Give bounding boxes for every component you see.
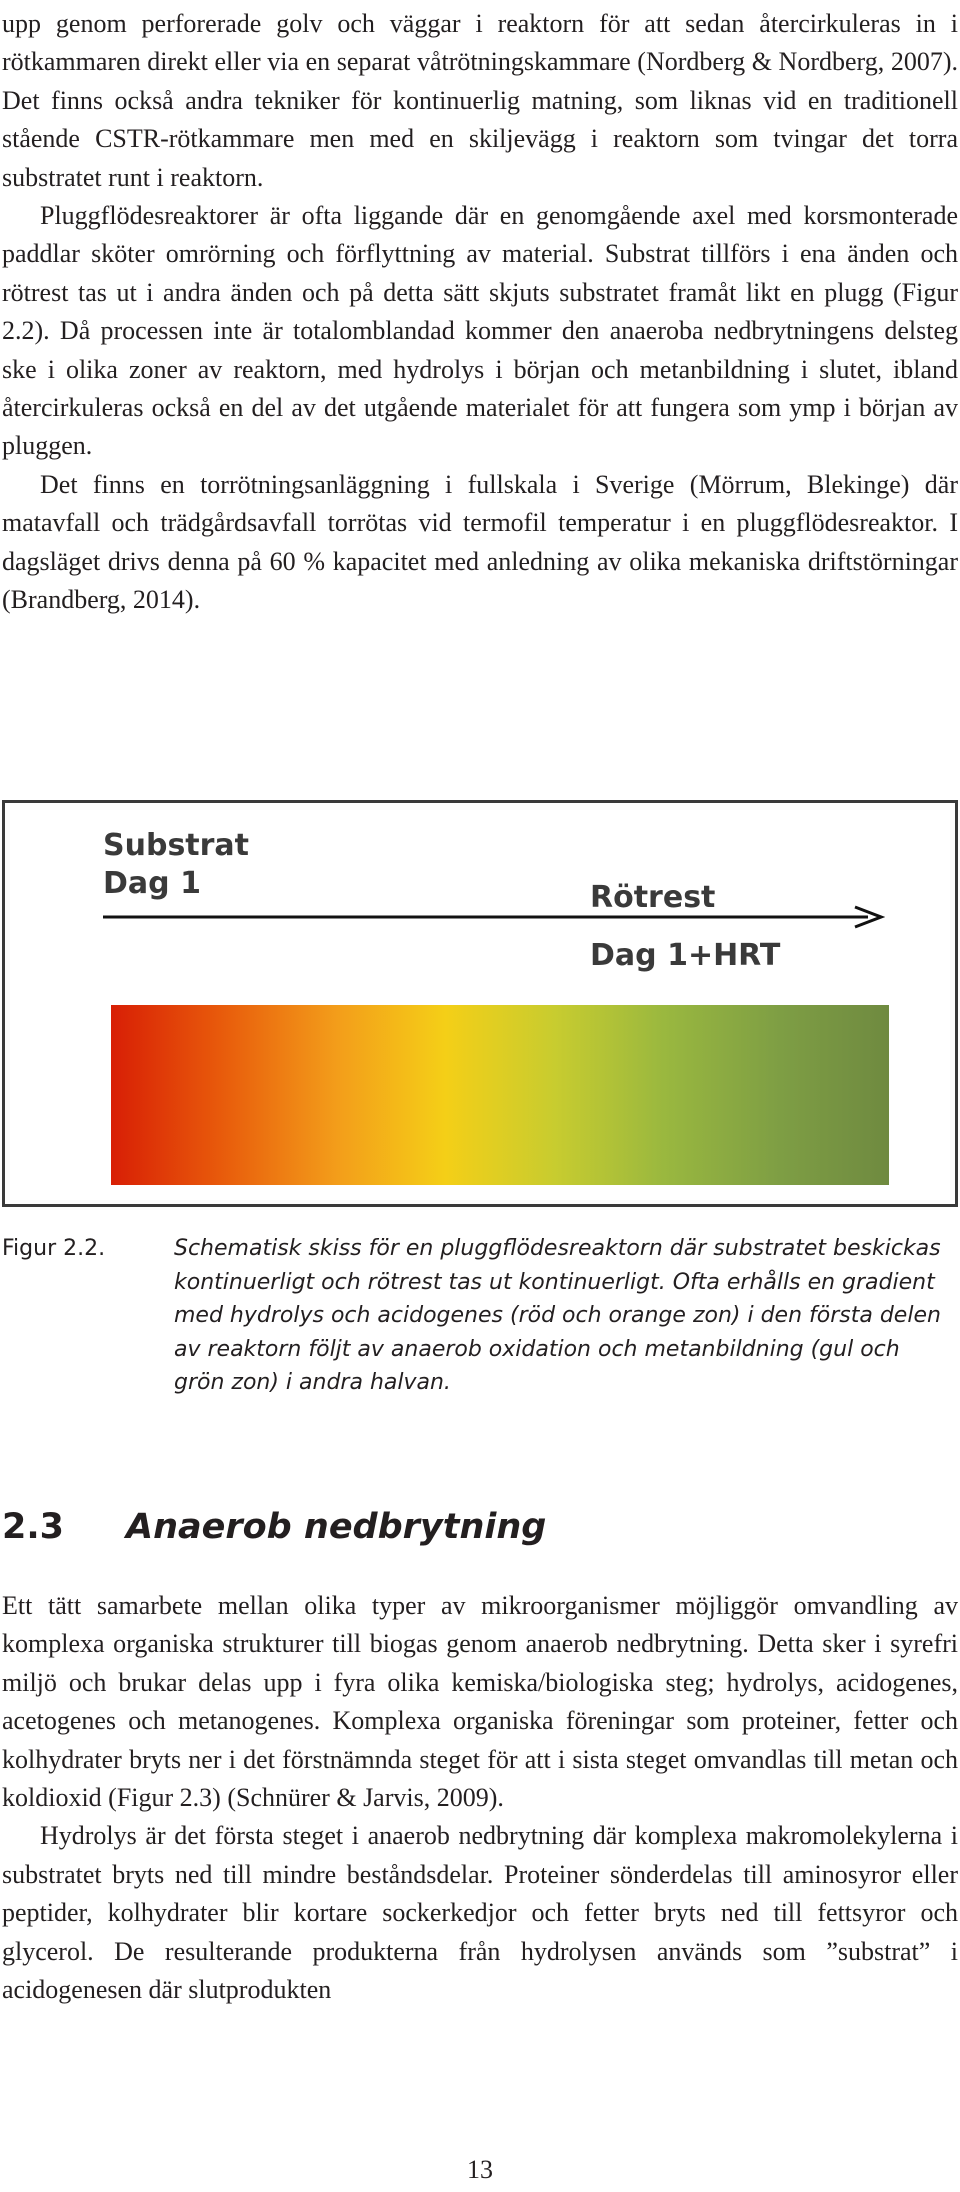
section-number: 2.3 <box>2 1507 65 1547</box>
page-number: 13 <box>467 2155 493 2184</box>
caption-label: Figur 2.2. <box>2 1236 106 1261</box>
paragraph: Det finns en torrötningsanläggning i fullskala i Sverige (Mörrum, Blekinge) där matavfall och trädgårdsavfall torrötas vid termofil temperatur i en pluggflödesreaktor. I dagsläget drivs denna på 60 % kapacitet med anledning av olika mekaniska driftstörningar (Brandberg, 2014). <box>2 469 958 615</box>
plug-flow-figure <box>2 800 958 1207</box>
paragraph: Ett tätt samarbete mellan olika typer av mikroorganismer möjliggör omvandling av komplexa organiska strukturer till biogas genom anaerob nedbrytning. Detta sker i syrefri miljö och brukar delas upp i fyra olika kemiska/biologiska steg; hydrolys, acidogenes, acetogenes och metanogenes. Komplexa organiska föreningar som proteiner, fetter och kolhydrater bryts ner i det förstnämnda steget för att i sista steget omvandlas till metan och koldioxid (Figur 2.3) (Schnürer & Jarvis, 2009). <box>2 1591 958 1813</box>
paragraph: Hydrolys är det första steget i anaerob nedbrytning där komplexa makromolekylerna i substratet bryts ned till mindre beståndsdelar. Proteiner sönderdelas till aminosyror eller peptider, kolhydrater blir kortare sockerkedjor och fetter bryts ned till fettsyror och glycerol. De resulterande produkterna från hydrolysen används som ”substrat” i acidogenesen där slutprodukten <box>2 1821 958 2005</box>
body-text-top <box>2 5 958 620</box>
figure-label-dag-hrt: Dag 1+HRT <box>590 938 781 973</box>
figure-label-dag-1: Dag 1 <box>103 866 201 901</box>
flow-arrow-icon <box>103 905 885 929</box>
paragraph: Pluggflödesreaktorer är ofta liggande där en genomgående axel med korsmonterade paddlar sköter omrörning och förflyttning av material. Substrat tillförs i ena änden och rötrest tas ut i andra änden och på detta sätt skjuts substratet framåt likt en plugg (Figur 2.2). Då processen inte är totalomblandad kommer den anaeroba nedbrytningens delsteg ske i olika zoner av reaktorn, med hydrolys i början och metanbildning i slutet, ibland återcirkuleras också en del av det utgående materialet för att fungera som ymp i början av pluggen. <box>2 201 958 461</box>
body-text-bottom <box>2 1587 958 2009</box>
figure-label-substrat: Substrat <box>103 828 250 863</box>
reactor-gradient-bar <box>111 1005 889 1185</box>
section-title: Anaerob nedbrytning <box>126 1507 547 1547</box>
figure-label-rotrest: Rötrest <box>590 880 716 915</box>
caption-text: Schematisk skiss för en pluggflödesreaktorn där substratet beskickas kontinuerligt och rötrest tas ut kontinuerligt. Ofta erhålls en gradient med hydrolys och acidogenes (röd och orange zon) i den första delen av reaktorn följt av anaerob oxidation och metanbildning (gul och grön zon) i andra halvan. <box>174 1236 941 1395</box>
paragraph: upp genom perforerade golv och väggar i reaktorn för att sedan återcirkuleras in i rötkammaren direkt eller via en separat våtrötningskammare (Nordberg & Nordberg, 2007). Det finns också andra tekniker för kontinuerlig matning, som liknas vid en traditionell stående CSTR-rötkammare men med en skiljevägg i reaktorn som tvingar det torra substratet runt i reaktorn. <box>2 9 958 192</box>
